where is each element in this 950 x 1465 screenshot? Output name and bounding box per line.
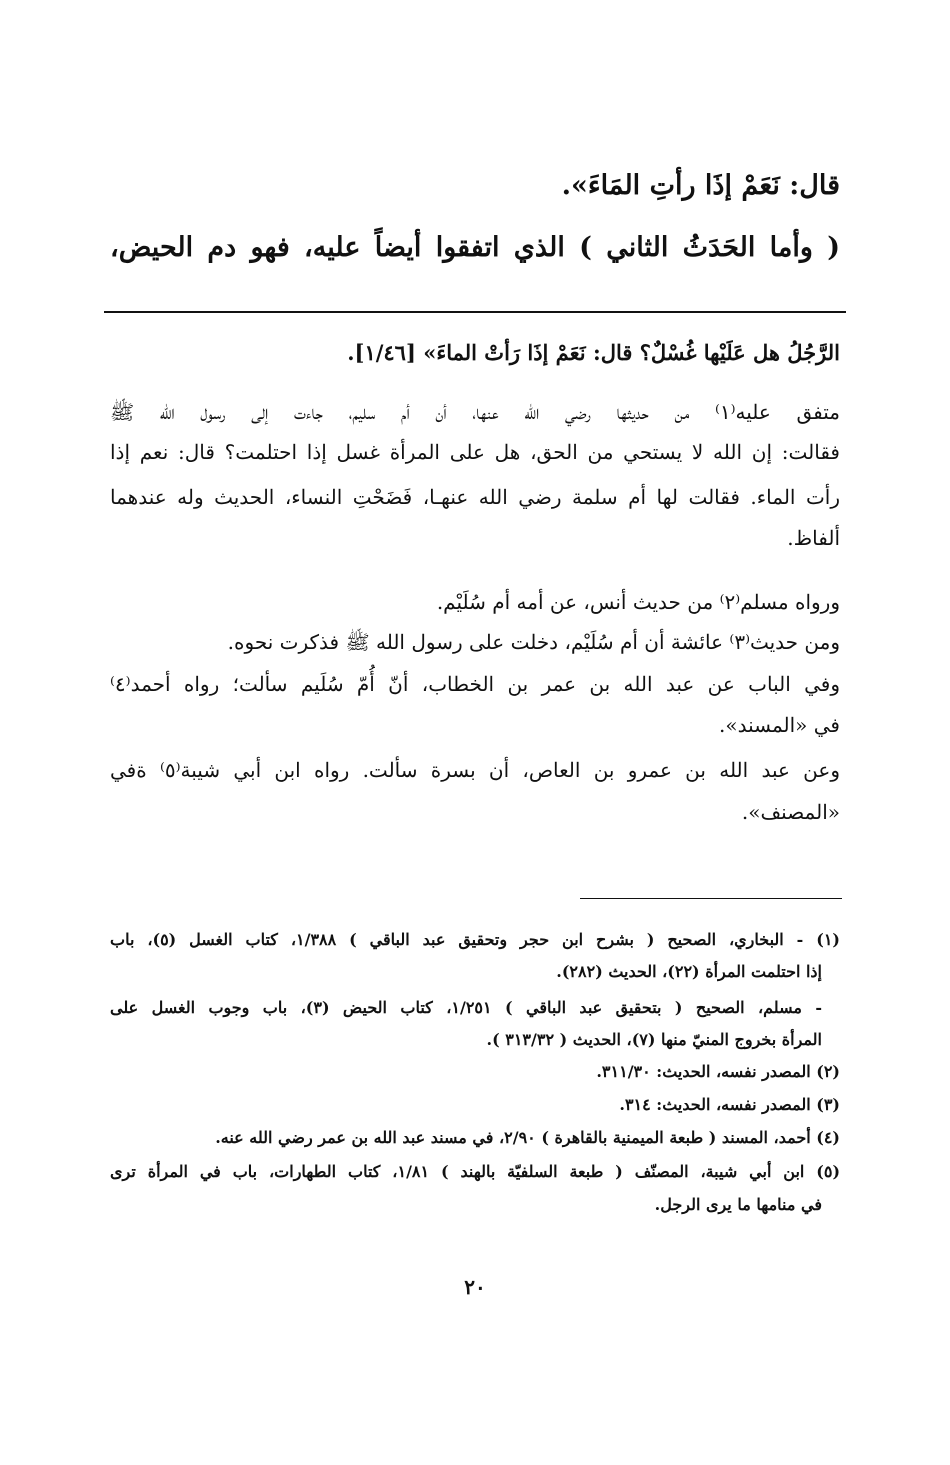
footnote-1-line2: إذا احتلمت المرأة (٢٢)، الحديث (٢٨٢).: [556, 962, 822, 981]
commentary-para3: ومن حديث⁽٣⁾ عائشة أن أم سُلَيْم، دخلت على رسول الله ﷺ فذكرت نحوه.: [227, 630, 840, 654]
main-divider: [104, 311, 846, 313]
main-text-line-2: ( وأما الحَدَثُ الثاني ) الذي اتفقوا أيضاً عليه، فهو دم الحيض،: [110, 232, 840, 263]
commentary-heading: الرَّجُلُ هل عَلَيْها غُسْلٌ؟ قال: نَعَمْ إذَا رَأتْ الماءَ» [١/٤٦].: [347, 340, 840, 365]
footnote-1-line1: (١) - البخاري، الصحيح ( بشرح ابن حجر وتحقيق عبد الباقي ) ١/٣٨٨، كتاب الغسل (٥)، باب: [110, 930, 840, 949]
commentary-para1-line3: رأت الماء. فقالت لها أم سلمة رضي الله عنهـا، فَضَحْتِ النساء، الحديث وله عندهما: [110, 485, 840, 509]
footnote-1-line3: - مسلم، الصحيح ( بتحقيق عبد الباقي ) ١/٢٥١، كتاب الحيض (٣)، باب وجوب الغسل على: [110, 998, 823, 1017]
commentary-para2: ورواه مسلم⁽٢⁾ من حديث أنس، عن أمه أم سُلَيْم.: [436, 590, 840, 614]
footnote-1-line4: المرأة بخروج المنيّ منها (٧)، الحديث ( ٣١٣/٣٢ ).: [486, 1030, 822, 1049]
page-number: ٢٠: [464, 1275, 486, 1299]
footnote-3: (٣) المصدر نفسه، الحديث: ٣١٤.: [619, 1095, 840, 1114]
commentary-para1-line1: متفق عليه⁽١⁾ من حديثها رضي الله عنها، أن أم سليم، جاءت إلى رسول الله ﷺ: [110, 400, 840, 424]
commentary-para5-line1: وعن عبد الله بن عمرو بن العاص، أن بسرة سألت. رواه ابن أبي شيبة⁽٥⁾ ةفي: [110, 758, 840, 782]
main-text-line-1: قال: نَعَمْ إذَا رأتِ المَاءَ».: [561, 170, 840, 201]
commentary-para1-line4: ألفاظ.: [787, 526, 840, 550]
commentary-para4-line1: وفي الباب عن عبد الله بن عمر بن الخطاب، أنّ أُمّ سُلَيم سألت؛ رواه أحمد⁽٤⁾: [110, 672, 840, 696]
commentary-para4-line2: في «المسند».: [718, 713, 840, 737]
footnote-4: (٤) أحمد، المسند ( طبعة الميمنية بالقاهرة ) ٢/٩٠، في مسند عبد الله بن عمر رضي الله عنه.: [215, 1128, 840, 1147]
commentary-para5-line2: «المصنف».: [741, 800, 840, 824]
footnote-5-line2: في منامها ما يرى الرجل.: [654, 1195, 822, 1214]
commentary-para1-line2: فقالت: إن الله لا يستحي من الحق، هل على المرأة غسل إذا احتلمت؟ قال: نعم إذا: [110, 440, 840, 464]
footnote-divider: [580, 898, 842, 899]
footnote-5-line1: (٥) ابن أبي شيبة، المصنّف ( طبعة السلفيّة بالهند ) ١/٨١، كتاب الطهارات، باب في المرأة ترى: [110, 1162, 841, 1181]
footnote-2: (٢) المصدر نفسه، الحديث: ٣١١/٣٠.: [596, 1062, 840, 1081]
